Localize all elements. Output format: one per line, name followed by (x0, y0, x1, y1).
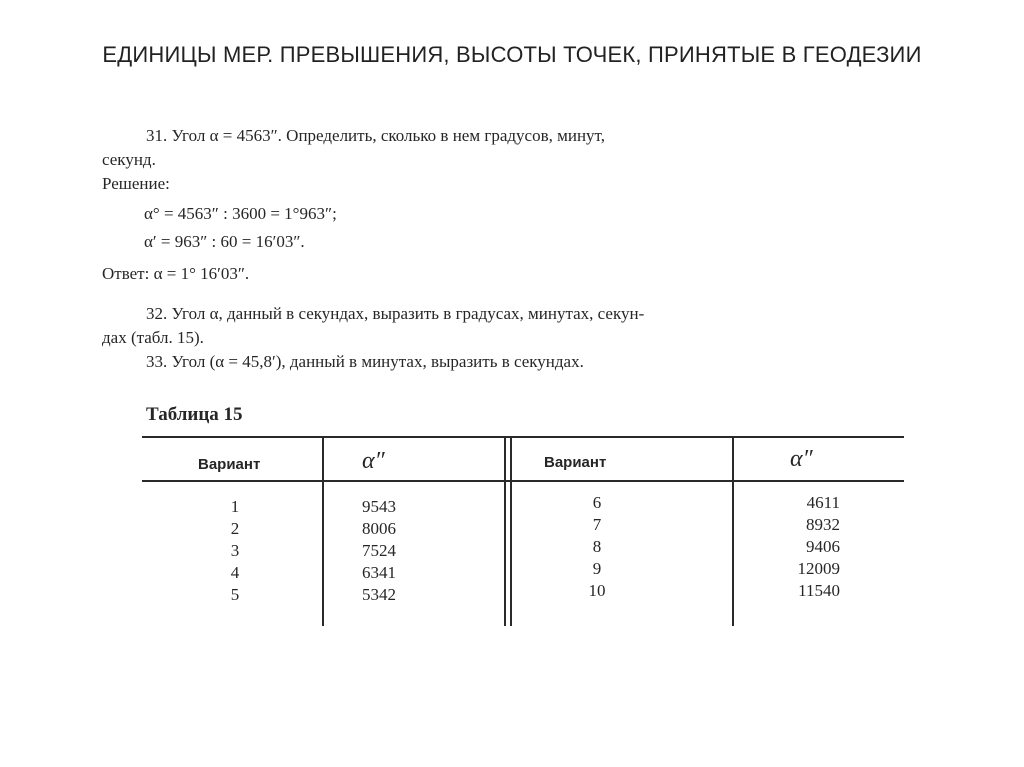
answer-line: Ответ: α = 1° 16′03″. (102, 264, 250, 283)
header-variant-right: Вариант (544, 454, 607, 471)
table-divider-left (322, 438, 324, 626)
table-header-rule (142, 480, 904, 482)
right-values-column (776, 492, 840, 602)
variant-cell: 5 (230, 585, 240, 604)
alpha-value-cell: 7524 (362, 541, 396, 560)
equation-1: α° = 4563″ : 3600 = 1°963″; (144, 204, 337, 223)
left-variants-column (220, 496, 250, 606)
table-top-rule (142, 436, 904, 438)
right-variants-column (580, 492, 614, 602)
alpha-value-cell: 9406 (806, 537, 840, 556)
problem-33-line-1: 33. Угол (α = 45,8′), данный в минутах, выразить в секундах. (146, 352, 584, 371)
alpha-value-cell: 5342 (362, 585, 396, 604)
variant-cell: 6 (592, 493, 602, 512)
table-double-divider-b (510, 438, 512, 626)
alpha-value-cell: 8006 (362, 519, 396, 538)
variant-cell: 4 (230, 563, 240, 582)
alpha-value-cell: 12009 (797, 559, 840, 578)
left-values-column (362, 496, 422, 606)
table-divider-right (732, 438, 734, 626)
header-alpha-left: α″ (362, 448, 385, 474)
scanned-page (100, 118, 930, 638)
variant-cell: 9 (592, 559, 602, 578)
variant-cell: 7 (592, 515, 602, 534)
table-double-divider-a (504, 438, 506, 626)
equation-2: α′ = 963″ : 60 = 16′03″. (144, 232, 305, 251)
problem-32-line-2: дах (табл. 15). (102, 328, 204, 347)
alpha-value-cell: 11540 (798, 581, 840, 600)
variant-cell: 8 (592, 537, 602, 556)
alpha-value-cell: 9543 (362, 497, 396, 516)
problem-31-line-1: 31. Угол α = 4563″. Определить, сколько в нем градусов, минут, (146, 126, 605, 145)
variant-cell: 2 (230, 519, 240, 538)
variant-cell: 1 (230, 497, 240, 516)
problem-31-line-2: секунд. (102, 150, 156, 169)
alpha-value-cell: 6341 (362, 563, 396, 582)
table-caption: Таблица 15 (146, 404, 243, 425)
variant-cell: 3 (230, 541, 240, 560)
variant-cell: 10 (588, 581, 606, 600)
slide-title: ЕДИНИЦЫ МЕР. ПРЕВЫШЕНИЯ, ВЫСОТЫ ТОЧЕК, ПРИНЯТЫЕ В ГЕОДЕЗИИ (102, 42, 922, 67)
alpha-value-cell: 8932 (806, 515, 840, 534)
header-alpha-right: α″ (790, 446, 813, 472)
header-variant-left: Вариант (198, 456, 261, 473)
solution-label: Решение: (102, 174, 170, 193)
alpha-value-cell: 4611 (806, 493, 840, 512)
problem-32-line-1: 32. Угол α, данный в секундах, выразить в градусах, минутах, секун- (146, 304, 645, 323)
